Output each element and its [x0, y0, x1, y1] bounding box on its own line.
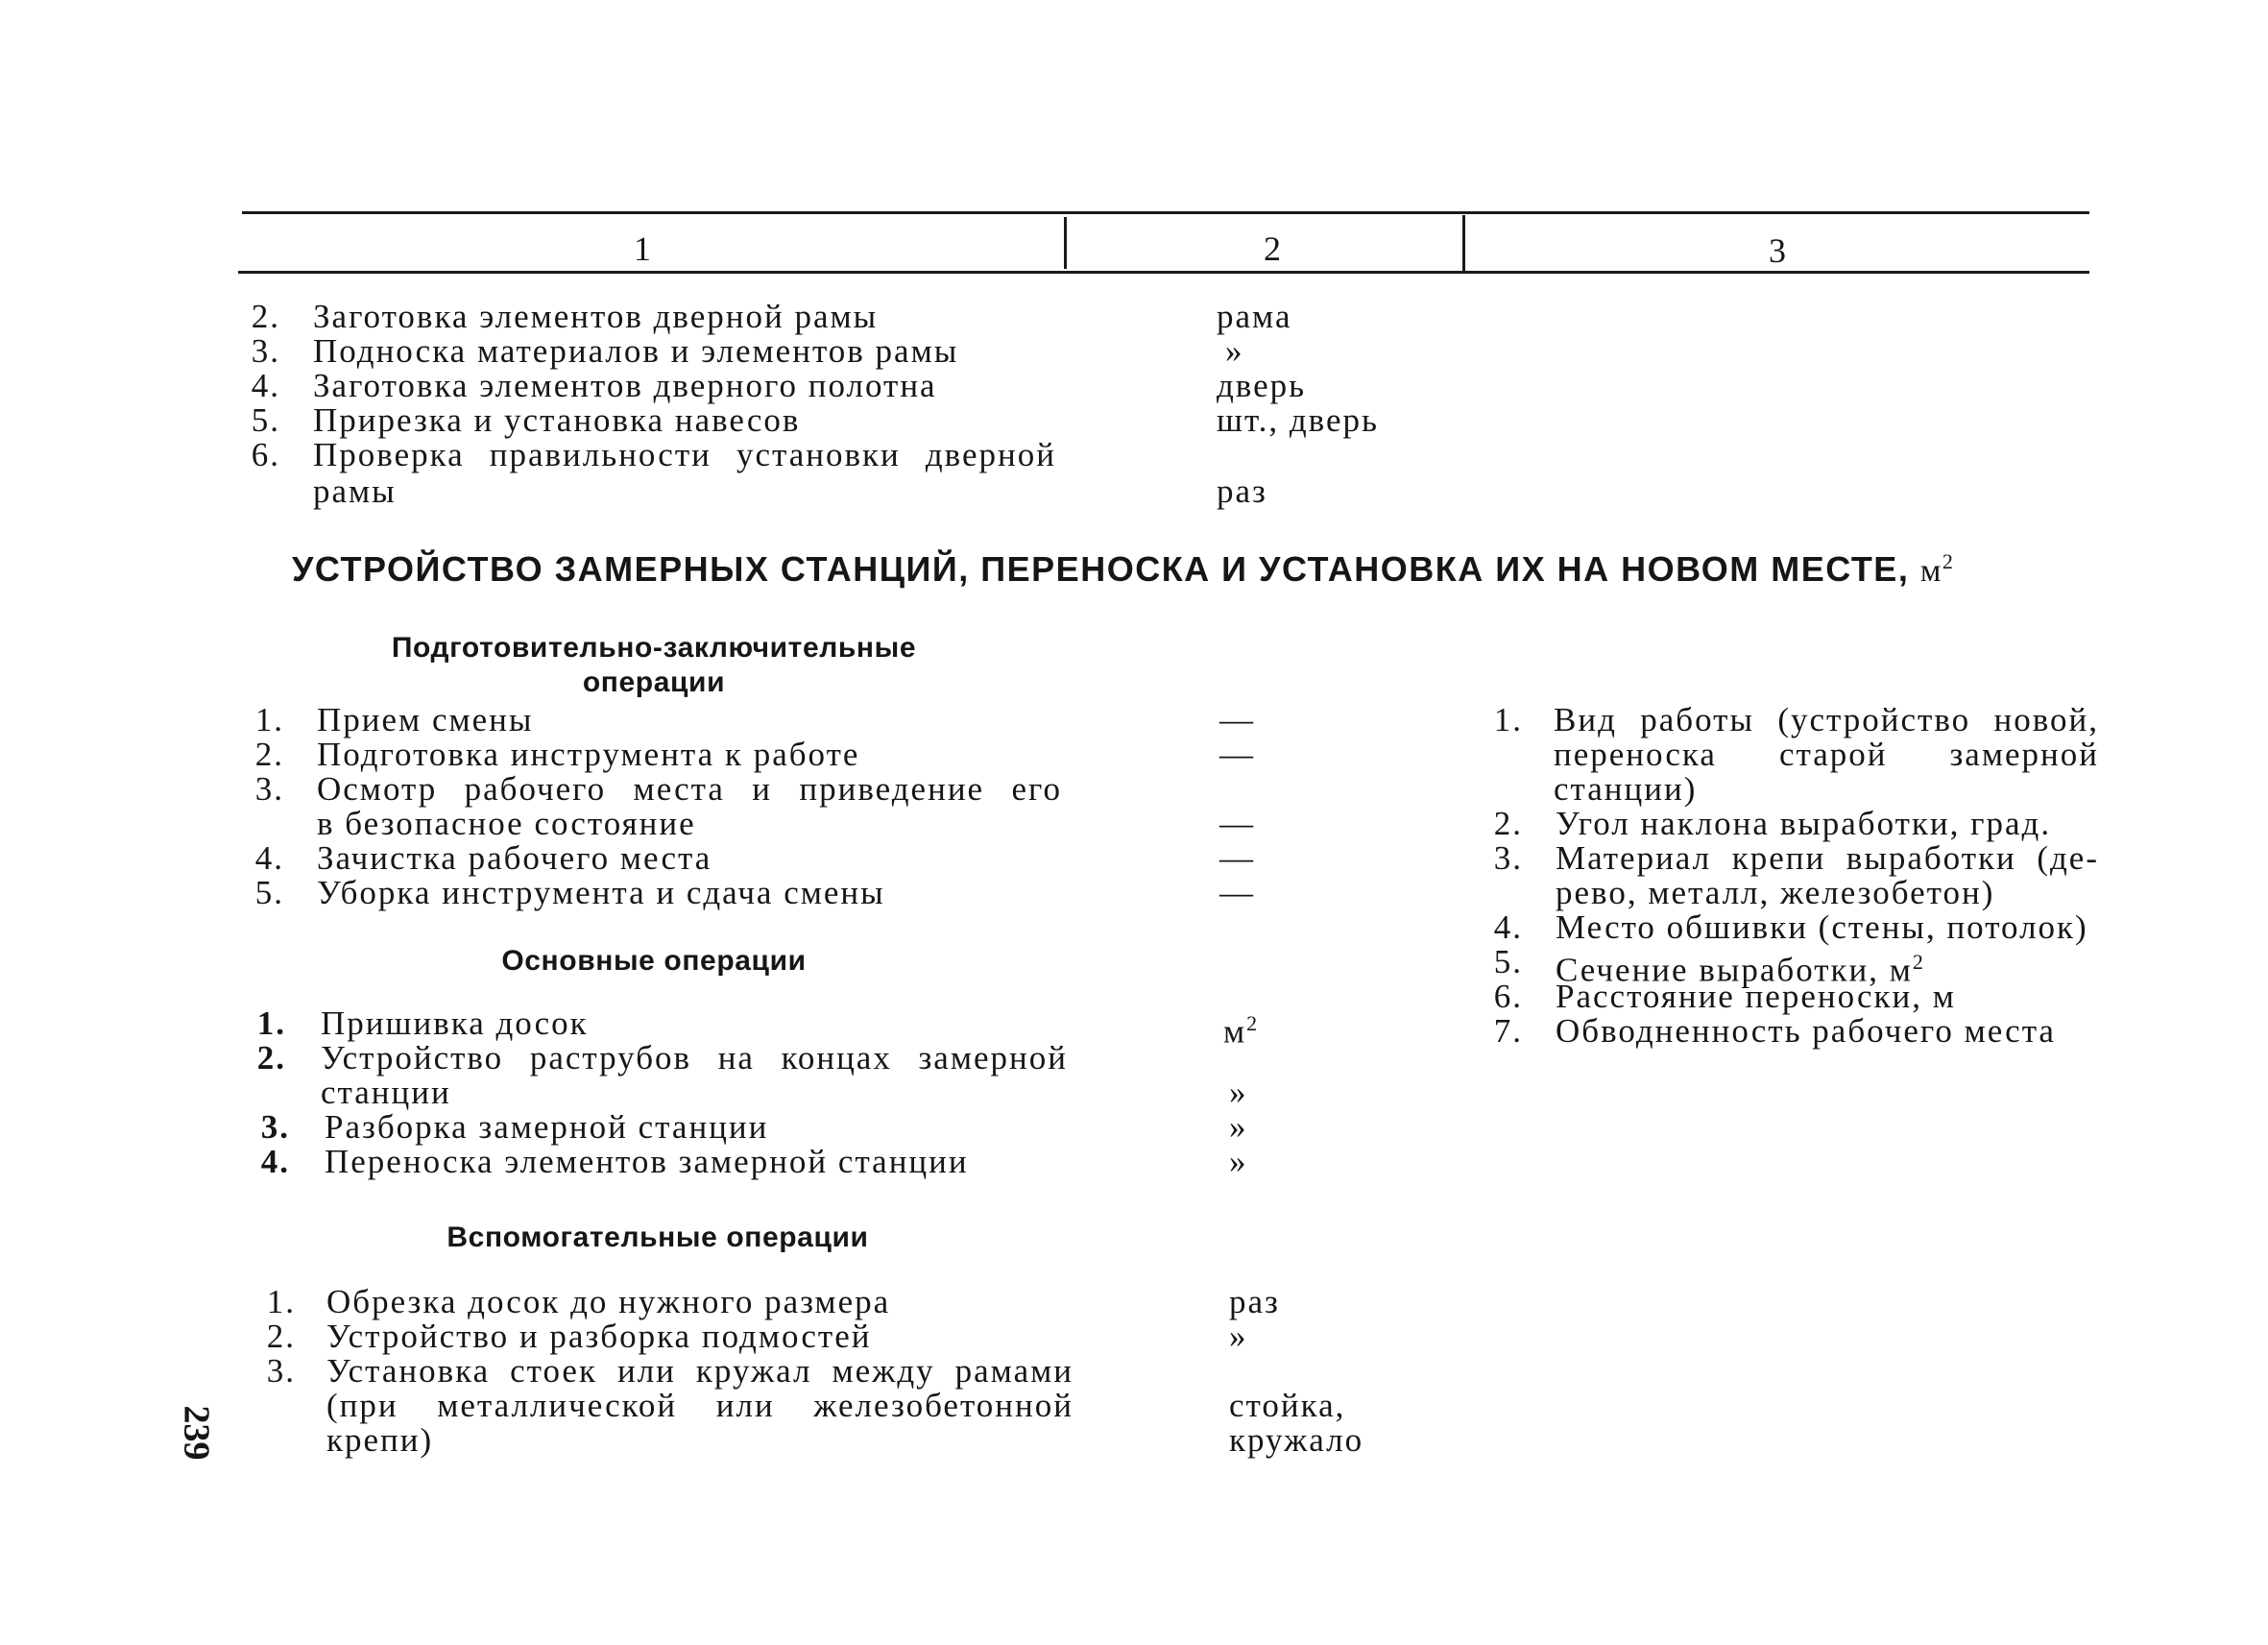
- item-unit: рама: [1217, 298, 1292, 335]
- column-header-1: 1: [634, 230, 651, 268]
- item-text-line2: станции: [321, 1074, 451, 1111]
- item-number: 3.: [251, 332, 280, 370]
- prep-heading-line1: Подготовительно-заключительные: [391, 632, 917, 664]
- item-text: Уборка инструмента и сдача смены: [317, 874, 885, 911]
- page-number: 239: [176, 1405, 217, 1461]
- item-text-line1: Устройство раструбов на концах замерной: [321, 1039, 1068, 1077]
- item-text: Подноска материалов и элементов рамы: [313, 332, 959, 370]
- item-text: Пришивка досок: [321, 1004, 589, 1042]
- item-text: Разборка замерной станции: [325, 1108, 769, 1146]
- item-unit: —: [1219, 736, 1255, 773]
- factor-number: 2.: [1493, 805, 1523, 842]
- header-divider-2: [1462, 215, 1465, 271]
- item-number: 5.: [254, 874, 284, 911]
- factor-text: Место обшивки (стены, потолок): [1556, 908, 2088, 946]
- factor-text: Расстояние переноски, м: [1556, 978, 1956, 1015]
- factor-text: Сечение выработки, $м^2$: [1556, 950, 1925, 989]
- item-text-line1: Осмотр рабочего места и приведение его: [317, 770, 1062, 808]
- item-number: 1.: [254, 701, 284, 738]
- factor-text: Обводненность рабочего места: [1556, 1012, 2056, 1050]
- item-unit-line1: стойка,: [1229, 1387, 1346, 1424]
- item-unit: раз: [1217, 472, 1267, 510]
- factor-text-line2: переноска старой замерной: [1554, 736, 2099, 773]
- factor-text-line2: рево, металл, железобетон): [1556, 874, 1995, 911]
- item-number: 2.: [256, 1039, 286, 1077]
- prep-heading-line2: операции: [582, 666, 726, 698]
- factor-number: 6.: [1493, 978, 1523, 1015]
- item-number: 3.: [254, 770, 284, 808]
- item-unit: —: [1219, 839, 1255, 877]
- factor-text-line3: станции): [1554, 770, 1698, 808]
- item-number: 5.: [251, 401, 280, 439]
- item-text: Подготовка инструмента к работе: [317, 736, 860, 773]
- item-number: 1.: [256, 1004, 286, 1042]
- factor-number: 1.: [1493, 701, 1523, 738]
- item-unit: —: [1219, 874, 1255, 911]
- item-number: 2.: [254, 736, 284, 773]
- item-text-line1: Установка стоек или кружал между рамами: [326, 1352, 1074, 1390]
- factor-text: Угол наклона выработки, град.: [1556, 805, 2052, 842]
- item-unit: —: [1219, 701, 1255, 738]
- column-header-3: 3: [1769, 231, 1786, 270]
- item-unit: шт., дверь: [1217, 401, 1379, 439]
- item-number: 4.: [254, 839, 284, 877]
- item-text: Прием смены: [317, 701, 534, 738]
- item-number: 3.: [266, 1352, 296, 1390]
- factor-text-line1: Вид работы (устройство новой,: [1554, 701, 2099, 738]
- factor-number: 4.: [1493, 908, 1523, 946]
- item-number: 2.: [266, 1318, 296, 1355]
- header-top-rule: [242, 211, 2089, 214]
- item-number: 2.: [251, 298, 280, 335]
- factor-sup: 2: [1912, 950, 1925, 974]
- item-unit: дверь: [1217, 367, 1307, 404]
- factor-number: 3.: [1493, 839, 1523, 877]
- item-unit: »: [1229, 1143, 1248, 1180]
- item-text-line2: в безопасное состояние: [317, 805, 696, 842]
- item-unit: —: [1219, 805, 1255, 842]
- main-heading: Основные операции: [501, 945, 807, 977]
- item-number: 3.: [260, 1108, 290, 1146]
- item-unit: $м^2$: [1223, 1011, 1260, 1051]
- header-bottom-rule: [238, 271, 2089, 274]
- item-text-line2: (при металлической или железобетонной: [326, 1387, 1074, 1424]
- item-text-line3: крепи): [326, 1421, 434, 1459]
- item-text: Прирезка и установка навесов: [313, 401, 801, 439]
- item-text-line2: рамы: [313, 472, 397, 510]
- item-number: 4.: [260, 1143, 290, 1180]
- item-number: 6.: [251, 436, 280, 473]
- item-unit: »: [1225, 332, 1244, 370]
- item-unit-sup: 2: [1246, 1011, 1260, 1035]
- item-text: Переноска элементов замерной станции: [325, 1143, 969, 1180]
- item-number: 1.: [266, 1283, 296, 1320]
- item-text: Зачистка рабочего места: [317, 839, 712, 877]
- aux-heading: Вспомогательные операции: [446, 1222, 869, 1253]
- item-unit-line2: кружало: [1229, 1421, 1364, 1459]
- section-title-text: УСТРОЙСТВО ЗАМЕРНЫХ СТАНЦИЙ, ПЕРЕНОСКА И УСТАНОВКА ИХ НА НОВОМ МЕСТЕ,: [292, 549, 1910, 589]
- header-divider-1: [1064, 217, 1067, 269]
- item-unit: »: [1229, 1318, 1248, 1355]
- section-title-unit: м: [1919, 553, 1942, 589]
- section-title: [292, 549, 1954, 590]
- factor-number: 5.: [1493, 943, 1523, 980]
- item-unit: »: [1229, 1108, 1248, 1146]
- item-unit: »: [1229, 1074, 1248, 1111]
- item-unit: раз: [1229, 1283, 1280, 1320]
- item-text: Обрезка досок до нужного размера: [326, 1283, 891, 1320]
- item-text-line1: Проверка правильности установки дверной: [313, 436, 1056, 473]
- factor-number: 7.: [1493, 1012, 1523, 1050]
- item-text: Заготовка элементов дверного полотна: [313, 367, 937, 404]
- item-number: 4.: [251, 367, 280, 404]
- item-text: Устройство и разборка подмостей: [326, 1318, 872, 1355]
- factor-text-line1: Материал крепи выработки (де-: [1556, 839, 2099, 877]
- column-header-2: 2: [1264, 230, 1281, 268]
- item-text: Заготовка элементов дверной рамы: [313, 298, 879, 335]
- section-title-unit-sup: 2: [1942, 549, 1955, 573]
